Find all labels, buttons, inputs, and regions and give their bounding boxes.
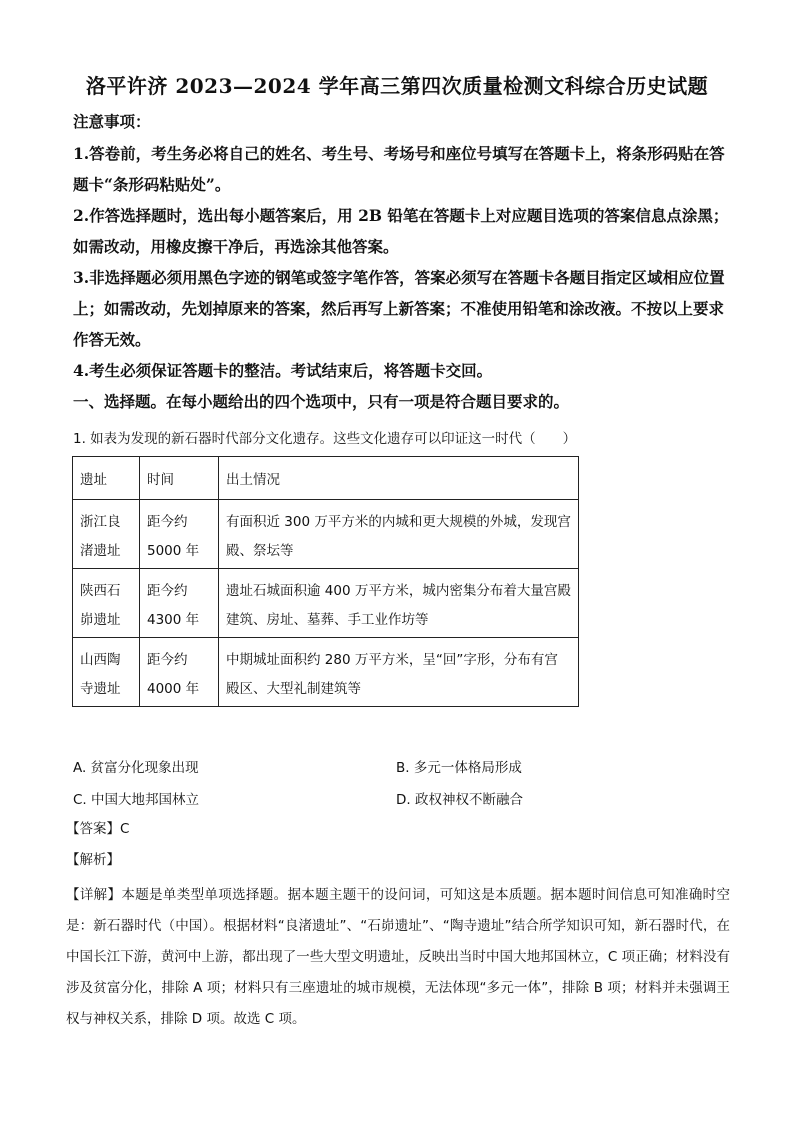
option-c: C. 中国大地邦国林立 (73, 792, 200, 808)
column-header-time: 时间 (140, 457, 219, 500)
time-cell: 距今约 5000 年 (140, 500, 219, 569)
relics-table (72, 456, 579, 707)
notice-heading: 注意事项： (73, 112, 151, 131)
question-stem: 1. 如表为发现的新石器时代部分文化遗存。这些文化遗存可以印证这一时代（ ） (73, 431, 577, 447)
notice-item-4: 4.考生必须保证答题卡的整洁。考试结束后，将答题卡交回。 (73, 361, 493, 380)
notice-item-1: 1.答卷前，考生务必将自己的姓名、考生号、考场号和座位号填写在答题卡上，将条形码贴在答题卡“条形码粘贴处”。 (73, 144, 725, 194)
page-title: 洛平许济 2023—2024 学年高三第四次质量检测文科综合历史试题 (85, 74, 709, 98)
table-row (73, 500, 579, 569)
time-cell: 距今约 4300 年 (140, 569, 219, 638)
answer-key: 【答案】C (66, 821, 130, 837)
option-a: A. 贫富分化现象出现 (73, 760, 199, 776)
answer-block (66, 818, 730, 1035)
table-row (73, 638, 579, 707)
finds-cell: 遗址石城面积逾 400 万平方米，城内密集分布着大量宫殿建筑、房址、墓葬、手工业作坊等 (219, 569, 579, 638)
section-heading: 一、选择题。在每小题给出的四个选项中，只有一项是符合题目要求的。 (73, 392, 570, 411)
table-header-row (73, 457, 579, 500)
notice-list (73, 138, 733, 386)
time-cell: 距今约 4000 年 (140, 638, 219, 707)
analysis-detail: 【详解】本题是单类型单项选择题。据本题主题干的设问词，可知这是本质题。据本题时间信息可知准确时空是：新石器时代（中国）。根据材料“良渚遗址”、“石峁遗址”、“陶寺遗址”结合所学知识可知，新石器时代，在中国长江下游，黄河中上游，都出现了一些大型文明遗址，反映出当时中国大地邦国林立，C 项正确；材料没有涉及贫富分化，排除 A 项；材料只有三座遗址的城市规模，无法体现“多元一体”，排除 B 项；材料并未强调王权与神权关系，排除 D 项。故选 C 项。 (66, 887, 730, 1027)
option-d: D. 政权神权不断融合 (396, 792, 523, 808)
column-header-site: 遗址 (73, 457, 140, 500)
site-cell: 浙江良渚遗址 (73, 500, 140, 569)
finds-cell: 中期城址面积约 280 万平方米，呈“回”字形，分布有宫殿区、大型礼制建筑等 (219, 638, 579, 707)
table-row (73, 569, 579, 638)
notice-item-3: 3.非选择题必须用黑色字迹的钢笔或签字笔作答，答案必须写在答题卡各题目指定区域相应位置上；如需改动，先划掉原来的答案，然后再写上新答案；不准使用铅笔和涂改液。不按以上要求作答无效。 (73, 268, 725, 349)
site-cell: 山西陶寺遗址 (73, 638, 140, 707)
column-header-finds: 出土情况 (219, 457, 579, 500)
notice-item-2: 2.作答选择题时，选出每小题答案后，用 2B 铅笔在答题卡上对应题目选项的答案信息点涂黑；如需改动，用橡皮擦干净后，再选涂其他答案。 (73, 206, 729, 256)
analysis-label: 【解析】 (66, 852, 120, 868)
finds-cell: 有面积近 300 万平方米的内城和更大规模的外城，发现宫殿、祭坛等 (219, 500, 579, 569)
site-cell: 陕西石峁遗址 (73, 569, 140, 638)
option-b: B. 多元一体格局形成 (396, 760, 522, 776)
